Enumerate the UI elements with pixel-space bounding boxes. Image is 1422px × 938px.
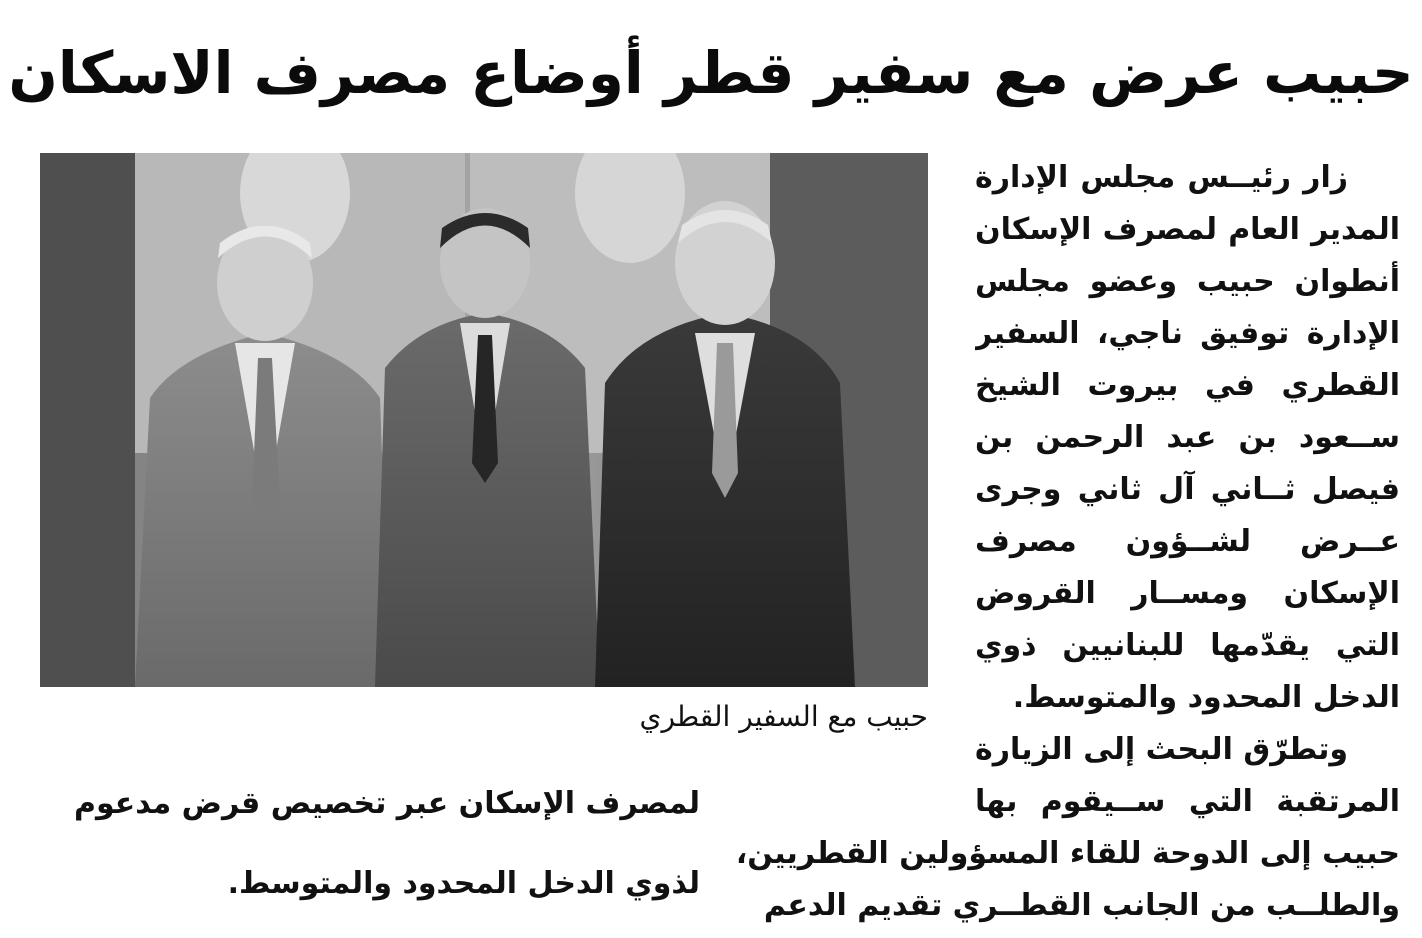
body-line: لذوي الدخل المحدود والمتوسط.: [227, 866, 700, 901]
photo-caption: حبيب مع السفير القطري: [639, 700, 928, 733]
article-photo: [40, 153, 928, 687]
article-headline: حبيب عرض مع سفير قطر أوضاع مصرف الاسكان: [8, 39, 1414, 107]
body-line: وتطرّق البحث إلى الزيارة: [975, 732, 1348, 767]
body-line: القطري في بيروت الشيخ: [975, 368, 1400, 403]
body-line: لمصرف الإسكان عبر تخصيص قرض مدعوم: [74, 786, 700, 821]
photo-illustration: [40, 153, 928, 687]
body-line: زار رئيــس مجلس الإدارة: [975, 160, 1348, 195]
body-line: فيصل ثــاني آل ثاني وجرى: [975, 472, 1400, 507]
body-line: المرتقبة التي ســيقوم بها: [975, 784, 1400, 819]
body-line: أنطوان حبيب وعضو مجلس: [975, 264, 1400, 299]
body-line: الإدارة توفيق ناجي، السفير: [975, 316, 1400, 351]
article-body-end: [40, 778, 700, 938]
body-line: المدير العام لمصرف الإسكان: [975, 212, 1400, 247]
body-line: والطلــب من الجانب القطــري تقديم الدعم: [763, 888, 1400, 923]
body-line: عــرض لشــؤون مصرف: [975, 524, 1400, 559]
body-line: ســعود بن عبد الرحمن بن: [975, 420, 1400, 455]
body-line: التي يقدّمها للبنانيين ذوي: [975, 628, 1400, 663]
body-line: الإسكان ومســار القروض: [975, 576, 1400, 611]
article-body-continuation: [735, 776, 1400, 932]
body-line: الدخل المحدود والمتوسط.: [1012, 680, 1400, 715]
body-line: حبيب إلى الدوحة للقاء المسؤولين القطريين،: [735, 836, 1400, 871]
article-body-column: [975, 152, 1400, 776]
